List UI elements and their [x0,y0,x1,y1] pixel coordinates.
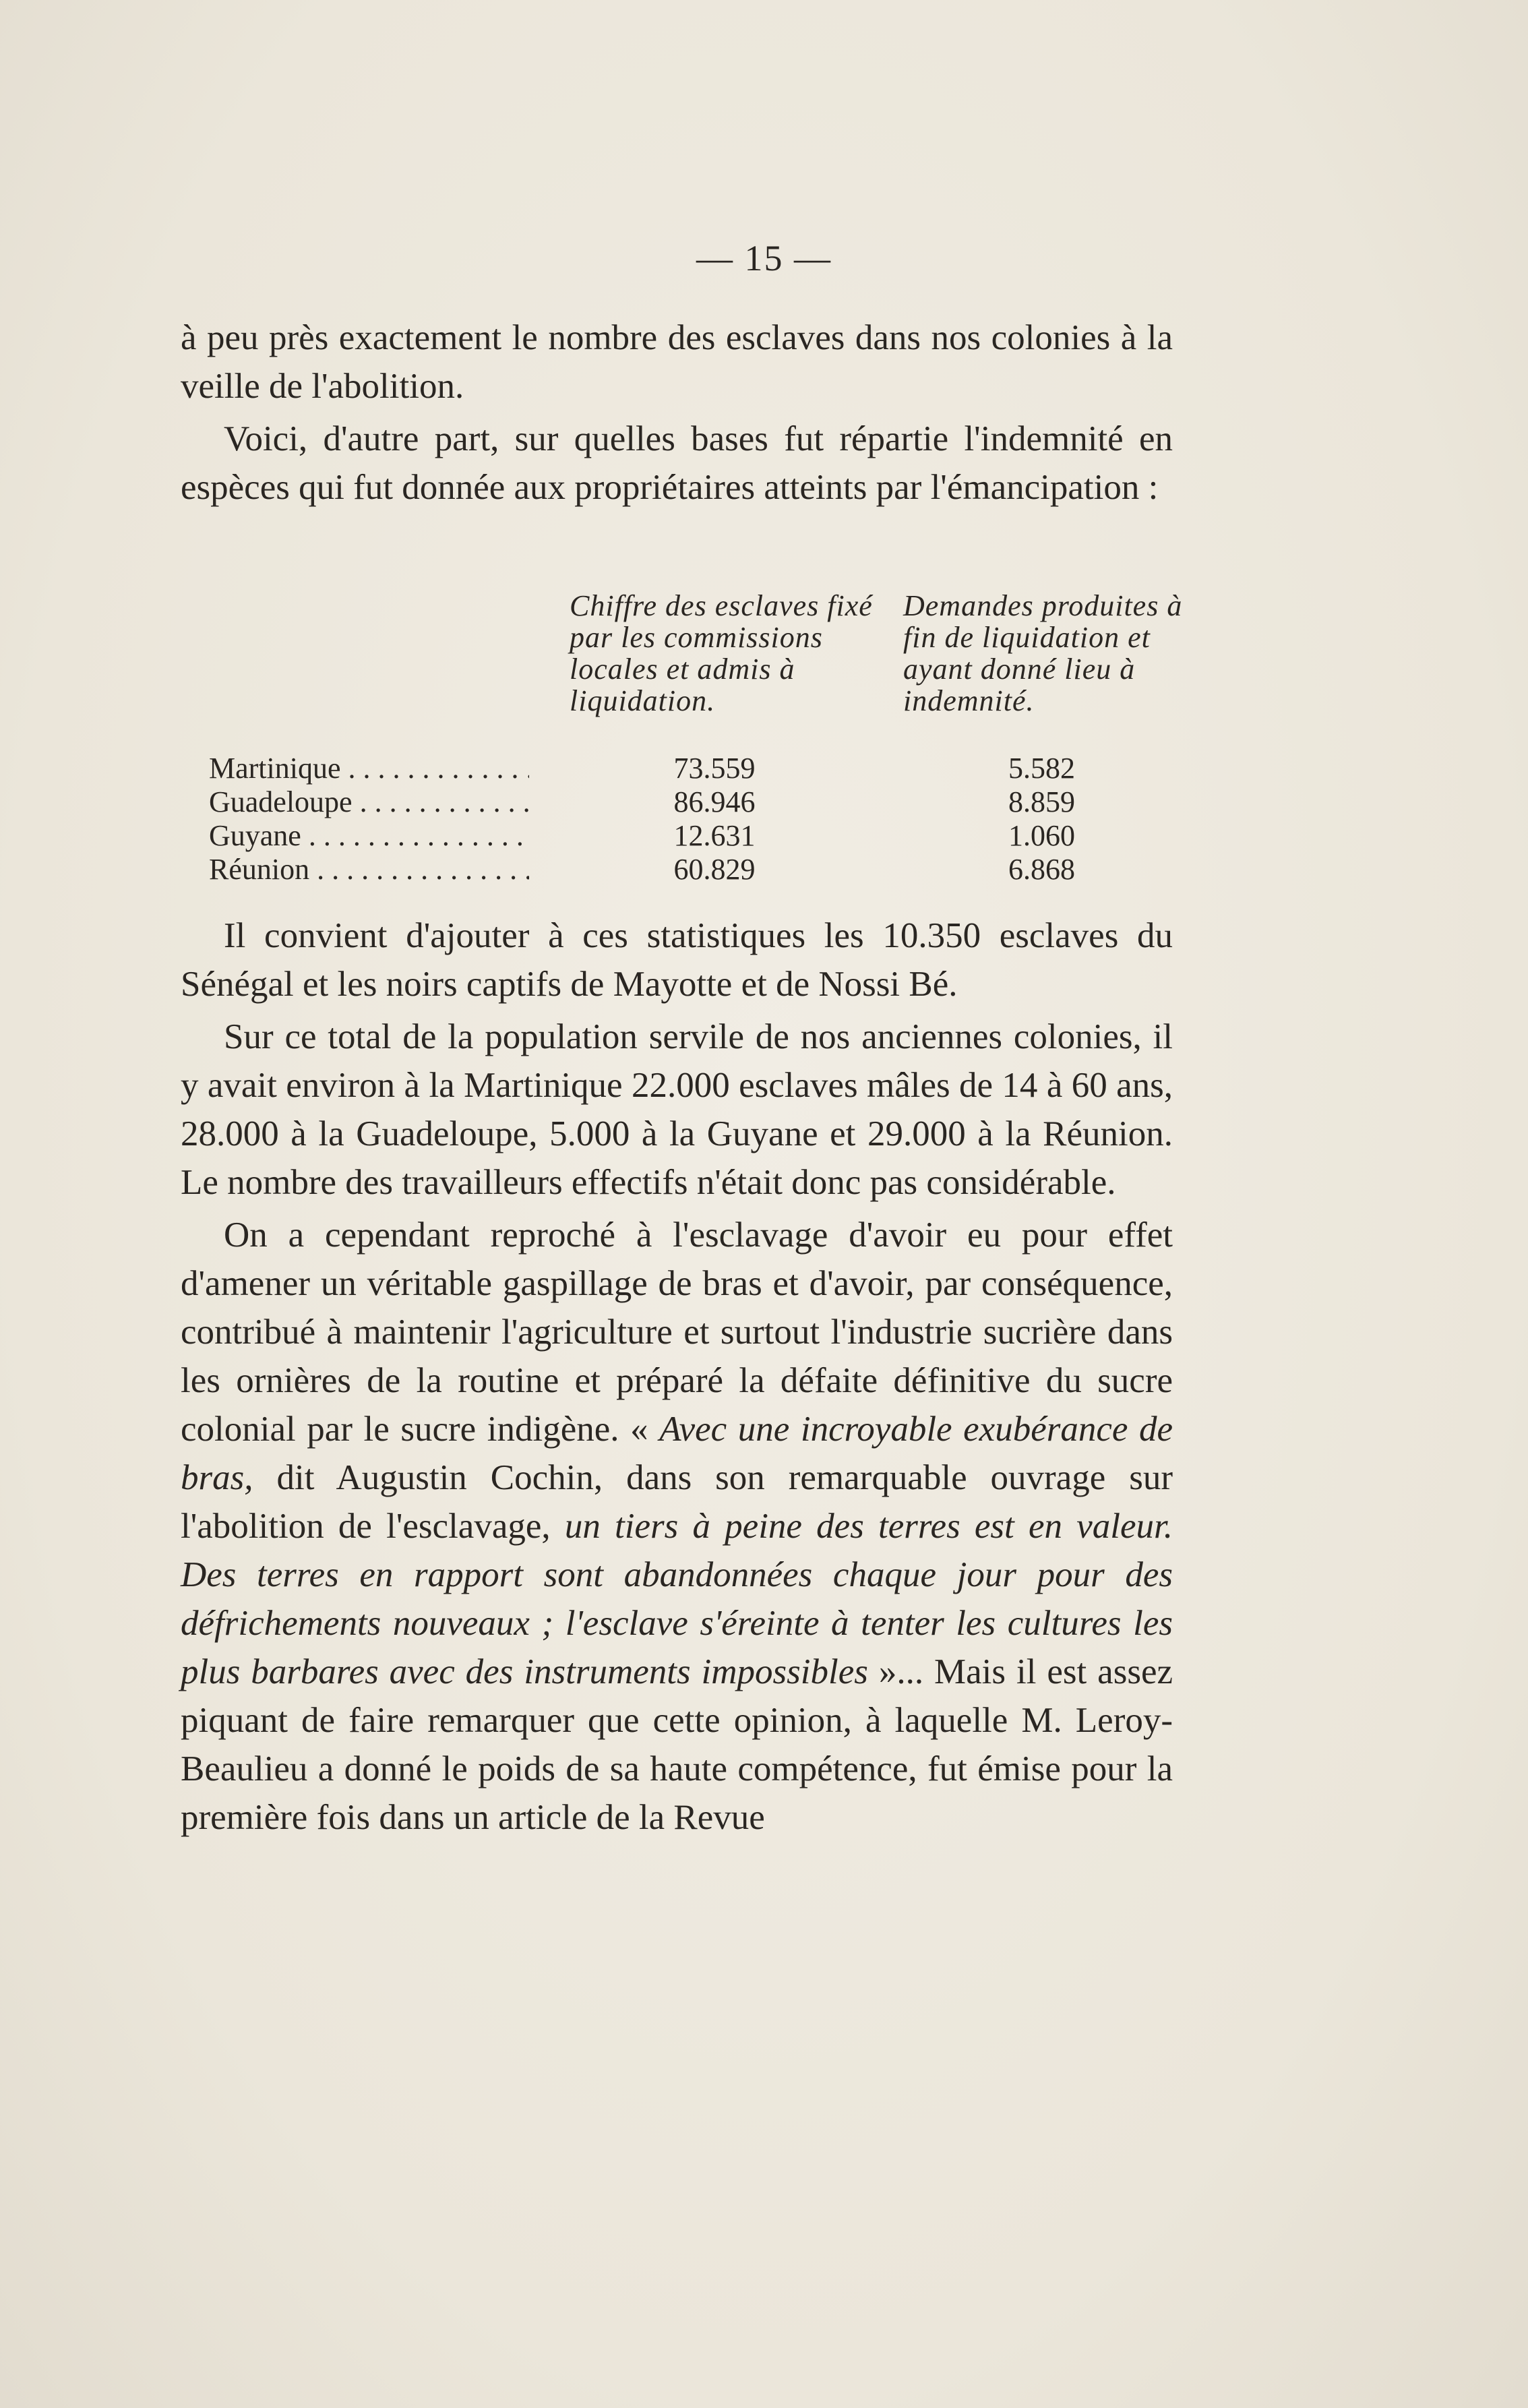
slaves-count: 12.631 [673,819,756,852]
table-row [209,853,1173,886]
table-row [209,752,1173,785]
quote-lead: On a cependant reproché à l'esclavage d'avoir eu pour effet d'amener un véritable gaspillage de bras et d'avoir, par conséquence, contribué à maintenir l'agriculture et surtout l'industrie sucrière dans les ornières de la routine et préparé la défaite définitive du sucre colonial par le sucre indigène. « [181,1215,1173,1449]
colony-name: Guadeloupe . . . [209,785,529,819]
paragraph-continuation: à peu près exactement le nombre des esclaves dans nos colonies à la veille de l'abolition. [181,318,1173,406]
body-text [181,911,1173,1842]
table-header-slaves: Chiffre des esclaves fixé par les commissions locales et admis à liquidation. [570,589,873,717]
quote-attribution: dit Augustin Cochin, dans son remarquable ouvrage sur l'abolition de l'esclavage, [181,1458,1173,1546]
claims-count: 1.060 [1008,819,1075,852]
claims-count: 6.868 [1008,853,1075,886]
intro-text [181,313,1173,512]
page-number: — 15 — [696,238,832,278]
colony-name: Réunion . . . [209,853,529,886]
colony-name: Guyane . . . [209,819,529,853]
paragraph-population: Sur ce total de la population servile de nos anciennes colonies, il y avait environ à la Martinique 22.000 esclaves mâles de 14 à 60 ans, 28.000 à la Guadeloupe, 5.000 à la Guyane et 29.000 à la Réunion. Le nombre des travailleurs effectifs n'était donc pas considérable. [181,1017,1173,1202]
slaves-count: 86.946 [673,785,756,818]
colony-name: Martinique . . . [209,752,529,785]
claims-count: 5.582 [1008,752,1075,785]
quote-tail: »... Mais il est assez piquant de faire remarquer que cette opinion, à laquelle M. Leroy-Beaulieu a donné le poids de sa haute compétence, fut émise pour la première fois dans un article de la Revue [181,1652,1173,1837]
table-row [209,785,1173,819]
slaves-count: 60.829 [673,853,756,886]
slaves-count: 73.559 [673,752,756,785]
claims-count: 8.859 [1008,785,1075,818]
paragraph-indemnity-intro: Voici, d'autre part, sur quelles bases fut répartie l'indemnité en espèces qui fut donnée aux propriétaires atteints par l'émancipation : [181,419,1173,507]
table-header-claims: Demandes produites à fin de liquidation et ayant donné lieu à indemnité. [903,589,1183,717]
quote-italic-1: Avec une incroyable exubérance de bras, [181,1410,1173,1497]
table-row [209,819,1173,853]
paragraph-cochin-quote [181,1211,1173,1842]
paragraph-senegal: Il convient d'ajouter à ces statistiques les 10.350 esclaves du Sénégal et les noirs captifs de Mayotte et de Nossi Bé. [181,916,1173,1004]
quote-italic-2: un tiers à peine des terres est en valeur. Des terres en rapport sont abandonnées chaque jour pour des défrichements nouveaux ; l'esclave s'éreinte à tenter les cultures les plus barbares avec des instruments impossibles [181,1507,1173,1691]
